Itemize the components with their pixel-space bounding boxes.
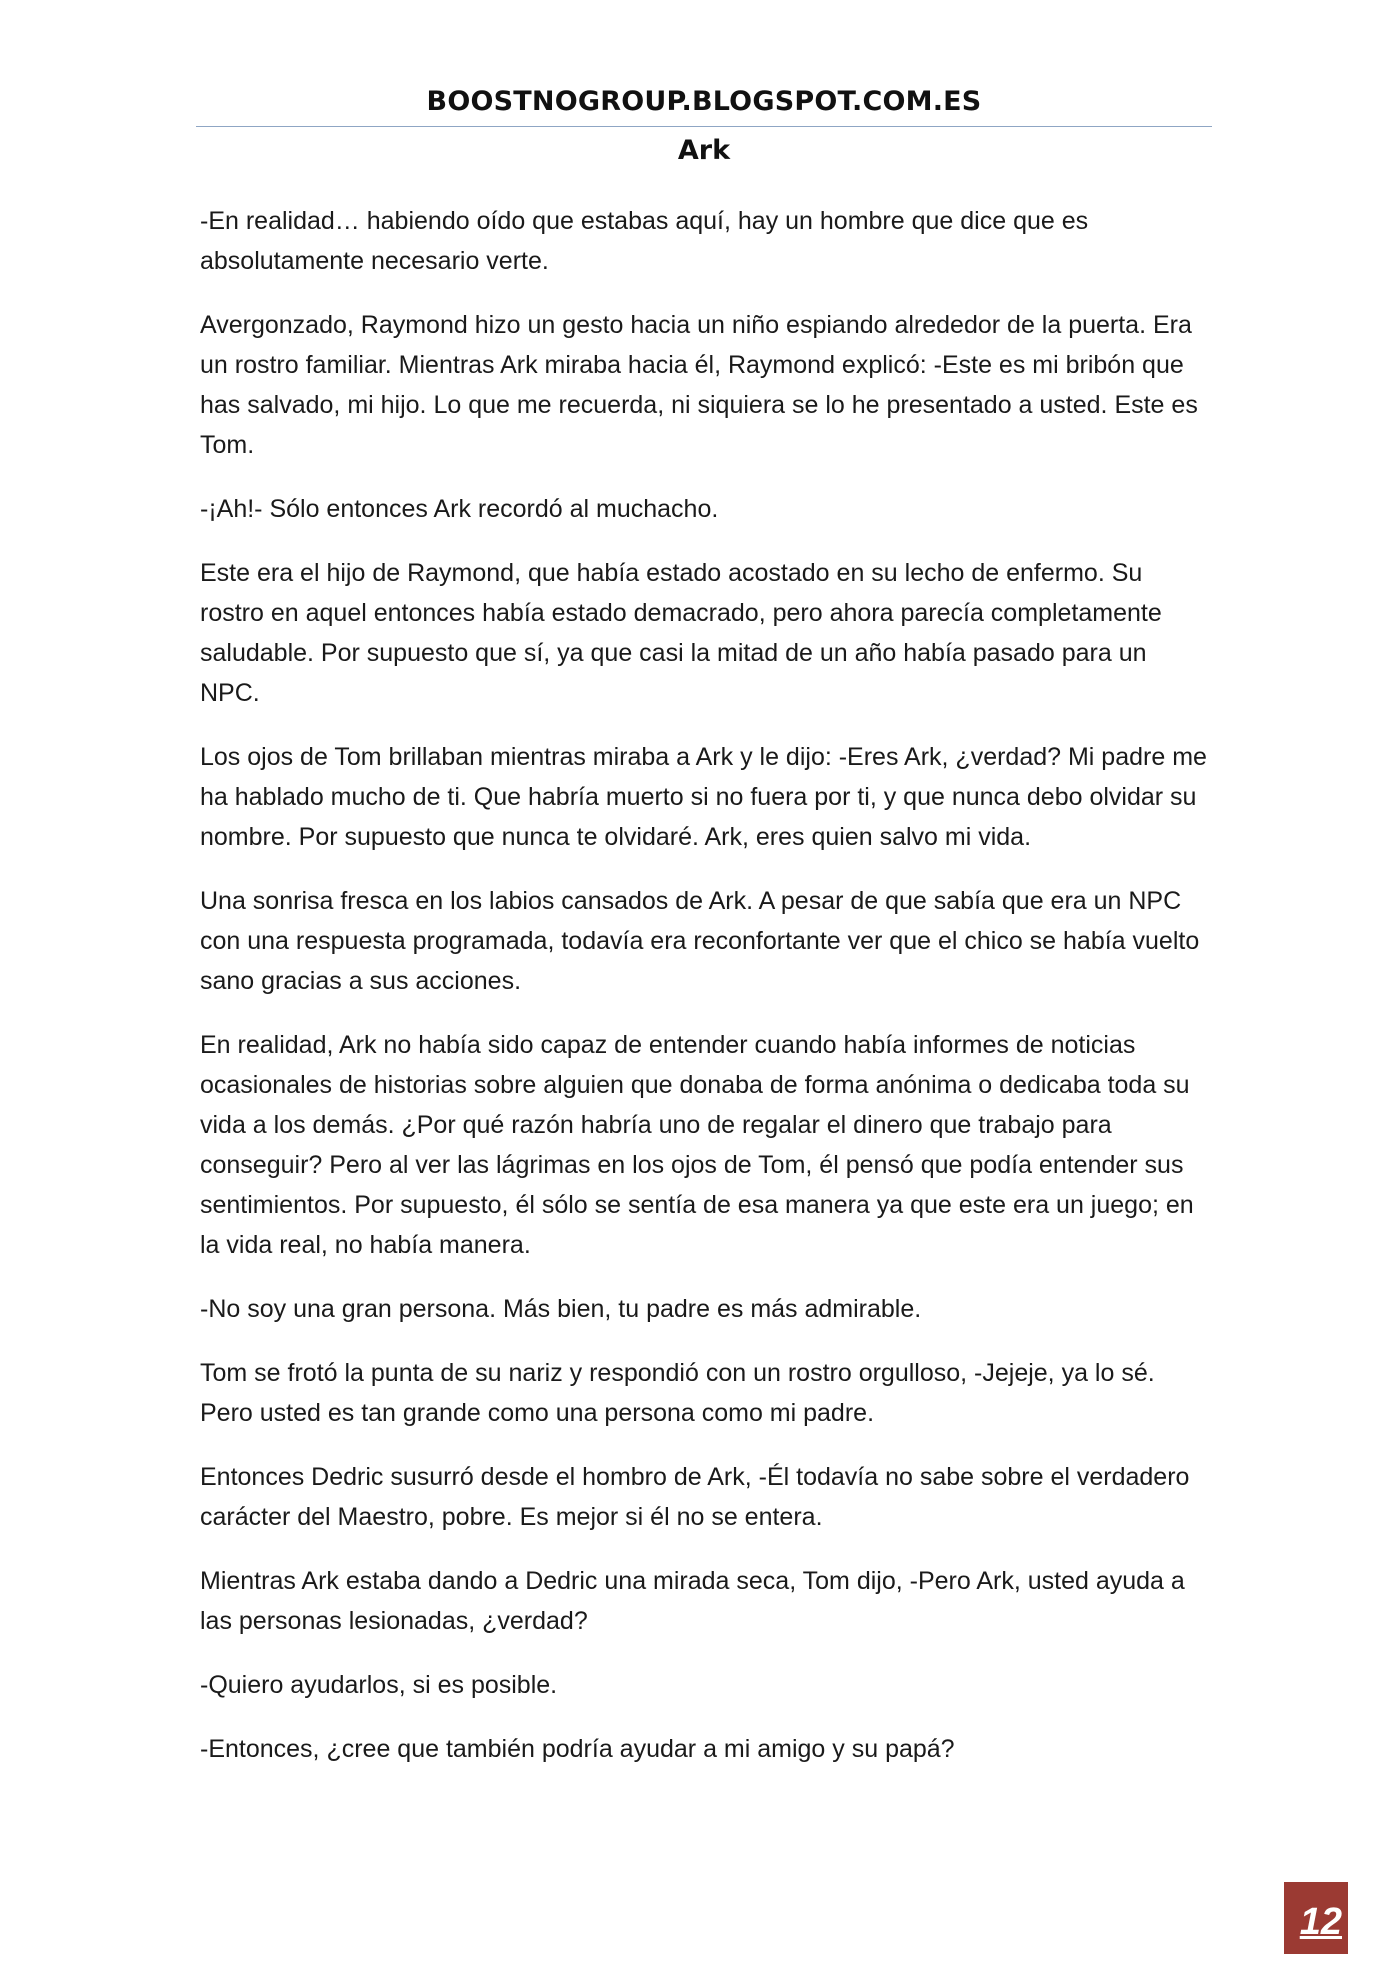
page-header — [196, 78, 1212, 174]
document-body — [200, 201, 1212, 1793]
paragraph: Tom se frotó la punta de su nariz y respondió con un rostro orgulloso, -Jejeje, ya lo sé. Pero usted es tan grande como una persona como mi padre. — [200, 1359, 1155, 1427]
paragraph: En realidad, Ark no había sido capaz de entender cuando había informes de noticias ocasionales de historias sobre alguien que donaba de forma anónima o dedicaba toda su vida a los demás. ¿Por qué razón habría uno de regalar el dinero que trabajo para conseguir? Pero al ver las lágrimas en los ojos de Tom, él pensó que podía entender sus sentimientos. Por supuesto, él sólo se sentía de esa manera ya que este era un juego; en la vida real, no había manera. — [200, 1031, 1194, 1259]
paragraph: -¡Ah!- Sólo entonces Ark recordó al muchacho. — [200, 495, 719, 523]
paragraph: -Quiero ayudarlos, si es posible. — [200, 1671, 558, 1699]
paragraph: -Entonces, ¿cree que también podría ayudar a mi amigo y su papá? — [200, 1735, 955, 1763]
paragraph: Los ojos de Tom brillaban mientras miraba a Ark y le dijo: -Eres Ark, ¿verdad? Mi padre me ha hablado mucho de ti. Que habría muerto si no fuera por ti, y que nunca debo olvidar su nombre. Por supuesto que nunca te olvidaré. Ark, eres quien salvo mi vida. — [200, 743, 1207, 851]
paragraph: Mientras Ark estaba dando a Dedric una mirada seca, Tom dijo, -Pero Ark, usted ayuda a las personas lesionadas, ¿verdad? — [200, 1567, 1185, 1635]
page-number: 12 — [1299, 1901, 1342, 1943]
paragraph: Este era el hijo de Raymond, que había estado acostado en su lecho de enfermo. Su rostro en aquel entonces había estado demacrado, pero ahora parecía completamente saludable. Por supuesto que sí, ya que casi la mitad de un año había pasado para un NPC. — [200, 559, 1162, 707]
paragraph: -No soy una gran persona. Más bien, tu padre es más admirable. — [200, 1295, 922, 1323]
paragraph: -En realidad… habiendo oído que estabas aquí, hay un hombre que dice que es absolutamente necesario verte. — [200, 207, 1089, 275]
site-title: BOOSTNOGROUP.BLOGSPOT.COM.ES — [426, 86, 982, 117]
book-title: Ark — [677, 135, 731, 166]
paragraph: Entonces Dedric susurró desde el hombro de Ark, -Él todavía no sabe sobre el verdadero carácter del Maestro, pobre. Es mejor si él no se entera. — [200, 1463, 1190, 1531]
paragraph: Avergonzado, Raymond hizo un gesto hacia un niño espiando alrededor de la puerta. Era un rostro familiar. Mientras Ark miraba hacia él, Raymond explicó: -Este es mi bribón que has salvado, mi hijo. Lo que me recuerda, ni siquiera se lo he presentado a usted. Este es Tom. — [200, 311, 1198, 459]
paragraph: Una sonrisa fresca en los labios cansados de Ark. A pesar de que sabía que era un NPC con una respuesta programada, todavía era reconfortante ver que el chico se había vuelto sano gracias a sus acciones. — [200, 887, 1200, 995]
header-divider — [196, 126, 1212, 127]
page-number-badge — [1284, 1882, 1348, 1954]
